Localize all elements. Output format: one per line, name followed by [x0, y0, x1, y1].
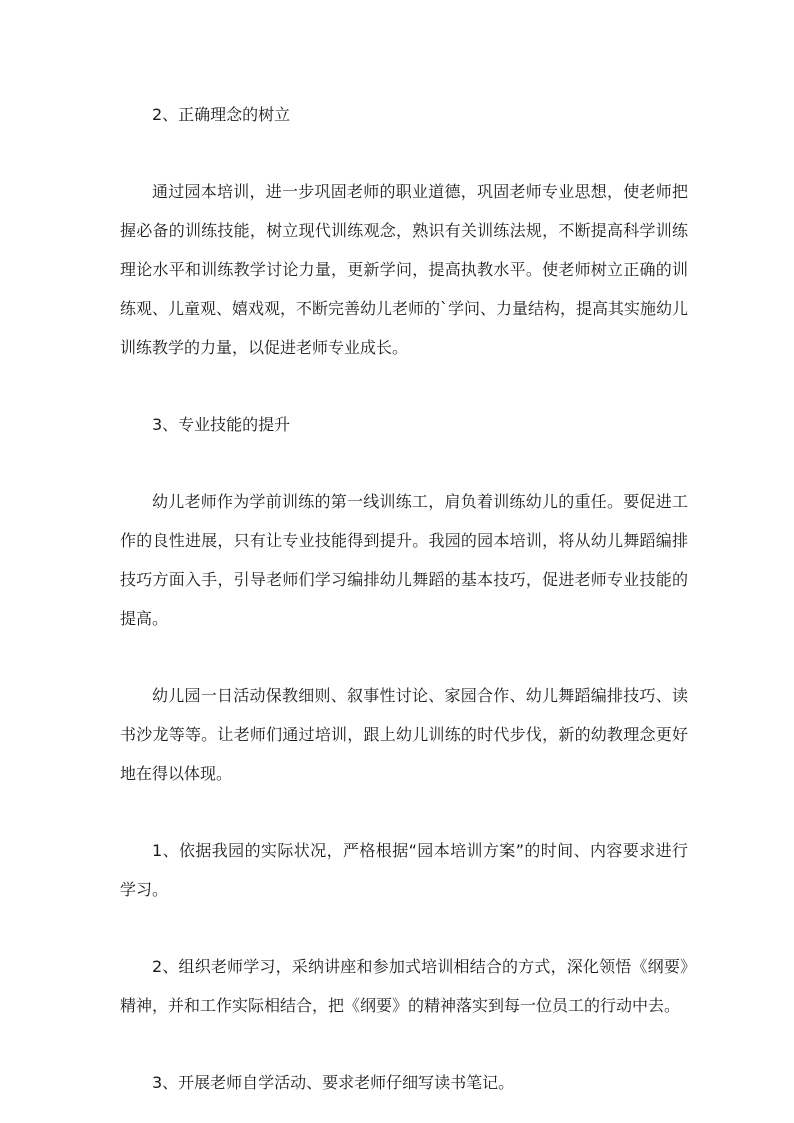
- list-item-2: 2、组织老师学习，采纳讲座和参加式培训相结合的方式，深化领悟《纲要》精神，并和工作实际相结合，把《纲要》的精神落实到每一位员工的行动中去。: [120, 957, 688, 1015]
- list-item-3: 3、开展老师自学活动、要求老师仔细写读书笔记。: [152, 1073, 515, 1092]
- paragraph-training-content: 幼儿园一日活动保教细则、叙事性讨论、家园合作、幼儿舞蹈编排技巧、读书沙龙等等。让老师们通过培训，跟上幼儿训练的时代步伐，新的幼教理念更好地在得以体现。: [120, 686, 688, 783]
- heading-correct-concept: 2、正确理念的树立: [152, 105, 291, 124]
- heading-skill-improvement: 3、专业技能的提升: [152, 415, 291, 434]
- paragraph-skill-improvement: 幼儿老师作为学前训练的第一线训练工，肩负着训练幼儿的重任。要促进工作的良性进展，只有让专业技能得到提升。我园的园本培训，将从幼儿舞蹈编排技巧方面入手，引导老师们学习编排幼儿舞蹈的基本技巧，促进老师专业技能的提高。: [120, 492, 688, 628]
- paragraph-training-goals: 通过园本培训，进一步巩固老师的职业道德，巩固老师专业思想，使老师把握必备的训练技能，树立现代训练观念，熟识有关训练法规，不断提高科学训练理论水平和训练教学讨论力量，更新学问，提高执教水平。使老师树立正确的训练观、儿童观、嬉戏观，不断完善幼儿老师的`学问、力量结构，提高其实施幼儿训练教学的力量，以促进老师专业成长。: [120, 182, 689, 357]
- document-body: [120, 95, 688, 1102]
- list-item-1: 1、依据我园的实际状况，严格根据“园本培训方案”的时间、内容要求进行学习。: [120, 841, 688, 899]
